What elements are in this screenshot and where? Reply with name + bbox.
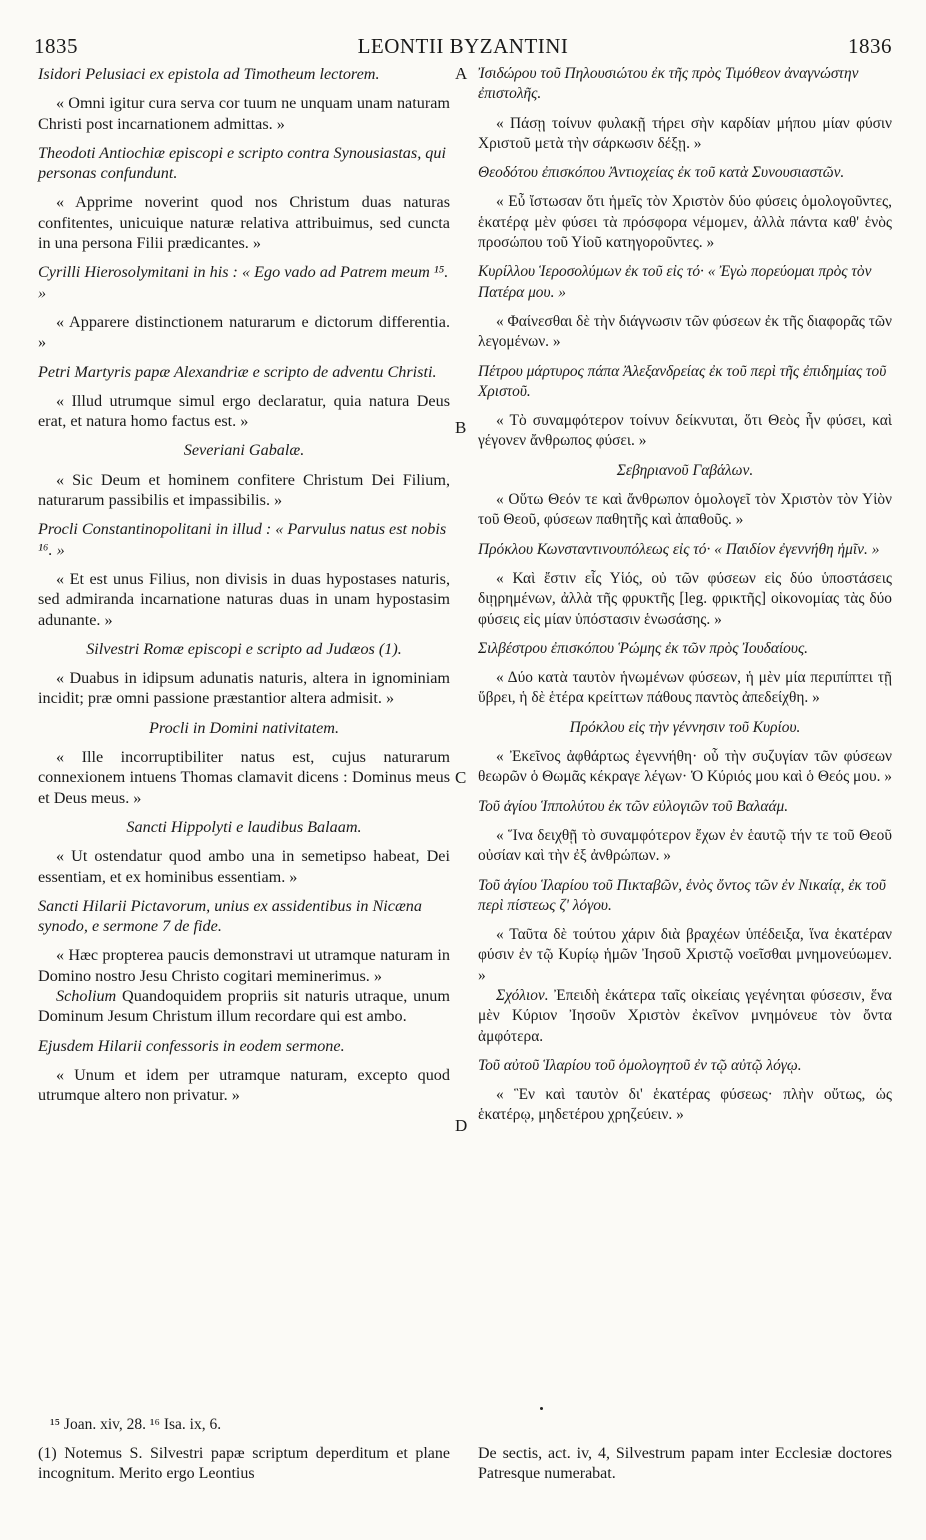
- margin-letter-b: B: [455, 418, 467, 437]
- margin-letter-c: C: [455, 768, 467, 787]
- latin-passage: « Duabus in idipsum adunatis naturis, altera in ignominiam incidit; præ omni passione præstantior altera admisit. »: [38, 669, 450, 708]
- greek-heading: Σιλβέστρου ἐπισκόπου Ῥώμης ἐκ τῶν πρὸς Ἰουδαίους.: [478, 639, 809, 657]
- latin-heading: Ejusdem Hilarii confessoris in eodem sermone.: [38, 1036, 345, 1055]
- latin-heading: Sancti Hilarii Pictavorum, unius ex assidentibus in Nicæna synodo, e sermone 7 de fide.: [38, 896, 422, 936]
- greek-passage: « Οὕτω Θεόν τε καὶ ἄνθρωπον ὁμολογεῖ τὸν Χριστὸν τὸν Υἱὸν τοῦ Θεοῦ, φύσεων παθητῆς καὶ ἀπαθοῦς. »: [478, 491, 892, 529]
- latin-passage: « Et est unus Filius, non divisis in duas hypostases naturis, sed admiranda incarnatione naturas duas in unam hypostasim adunante. »: [38, 569, 450, 629]
- greek-heading: Σεβηριανοῦ Γαβάλων.: [616, 461, 754, 479]
- bottom-note-right: De sectis, act. iv, 4, Silvestrum papam inter Ecclesiæ doctores Patresque numerabat.: [478, 1445, 892, 1482]
- greek-heading: Τοῦ ἁγίου Ἱλαρίου τοῦ Πικταβῶν, ἑνὸς ὄντος τῶν ἐν Νικαίᾳ, ἐκ τοῦ περὶ πίστεως ζ' λόγου.: [478, 876, 886, 914]
- bottom-note-left: (1) Notemus S. Silvestri papæ scriptum deperditum et plane incognitum. Merito ergo Leontius: [38, 1445, 450, 1482]
- greek-heading: Πέτρου μάρτυρος πάπα Ἀλεξανδρείας ἐκ τοῦ περὶ τῆς ἐπιδημίας τοῦ Χριστοῦ.: [478, 362, 887, 400]
- greek-heading: Ἰσιδώρου τοῦ Πηλουσιώτου ἐκ τῆς πρὸς Τιμόθεον ἀναγνώστην ἐπιστολῆς.: [478, 65, 859, 103]
- scholium-label: Σχόλιον.: [496, 986, 549, 1004]
- greek-heading: Κυρίλλου Ἱεροσολύμων ἐκ τοῦ εἰς τό· « Ἐγὼ πορεύομαι πρὸς τὸν Πατέρα μου. »: [478, 263, 872, 301]
- latin-scholium: [38, 986, 450, 1027]
- greek-heading: Πρόκλου εἰς τὴν γέννησιν τοῦ Κυρίου.: [569, 718, 801, 736]
- page-number-left: 1835: [34, 34, 78, 58]
- latin-passage: « Apparere distinctionem naturarum e dictorum differentia. »: [38, 312, 450, 352]
- scholium-text: Ἐπειδὴ ἑκάτερα ταῖς οἰκείαις γεγένηται φύσεσιν, ἕνα μὲν Κύριον Ἰησοῦν Χριστὸν ἐκεῖνον μνημόνευε τὸν ὄντα ἀμφότερα.: [478, 986, 892, 1045]
- greek-passage: « Τὸ συναμφότερον τοίνυν δείκνυται, ὅτι Θεὸς ἦν φύσει, καὶ γέγονεν ἄνθρωπος φύσει. »: [478, 412, 892, 450]
- margin-letter-a: A: [455, 64, 468, 83]
- latin-passage: « Apprime noverint quod nos Christum duas naturas confitentes, unicuique naturæ relativa attribuimus, sed cuncta in una persona Filii prædicantes. »: [38, 193, 450, 253]
- greek-scholium: [478, 986, 892, 1047]
- greek-passage: « Πάσῃ τοίνυν φυλακῇ τήρει σὴν καρδίαν μήπου μίαν φύσιν Χριστοῦ μετὰ τὴν σάρκωσιν δέξῃ. »: [478, 114, 892, 152]
- greek-heading: Τοῦ ἁγίου Ἱππολύτου ἐκ τῶν εὐλογιῶν τοῦ Βαλαάμ.: [478, 797, 789, 815]
- page-header: [34, 34, 892, 60]
- running-title: LEONTII BYZANTINI: [357, 34, 569, 58]
- greek-heading: Τοῦ αὐτοῦ Ἱλαρίου τοῦ ὁμολογητοῦ ἐν τῷ αὐτῷ λόγῳ.: [478, 1056, 802, 1074]
- greek-passage: « Ταῦτα δὲ τούτου χάριν διὰ βραχέων ὑπέδειξα, ἵνα ἑκατέραν φύσιν ἐν τῷ Κυρίῳ ἡμῶν Ἰησοῦ Χριστῷ νοεῖσθαι μνημονεύωμεν. »: [478, 926, 892, 984]
- latin-heading: Theodoti Antiochiæ episcopi e scripto contra Synousiastas, qui personas confundunt.: [38, 143, 446, 183]
- latin-passage: « Illud utrumque simul ergo declaratur, quia natura Deus erat, et natura homo factus est. »: [38, 391, 450, 431]
- greek-heading: Πρόκλου Κωνσταντινουπόλεως εἰς τό· « Παιδίον ἐγεννήθη ἡμῖν. »: [478, 540, 880, 558]
- latin-heading: Sancti Hippolyti e laudibus Balaam.: [126, 817, 362, 836]
- latin-passage: « Ut ostendatur quod ambo una in semetipso habeat, Dei essentiam, et ex hominibus essentiam. »: [38, 847, 450, 886]
- greek-column: [478, 64, 892, 1126]
- margin-letter-d: D: [455, 1116, 468, 1135]
- latin-heading: Procli Constantinopolitani in illud : « Parvulus natus est nobis ¹⁶. »: [38, 520, 447, 559]
- scholium-text: Quandoquidem propriis sit naturis utraque, unum Dominum Jesum Christum illum recordare qui est ambo.: [38, 986, 450, 1026]
- greek-passage: « Ἓν καὶ ταυτὸν δι' ἑκατέρας φύσεως· πλὴν οὔτως, ὡς ἑκατέρῳ, μηδετέρου χρηζεύειν. »: [478, 1086, 892, 1124]
- greek-heading: Θεοδότου ἐπισκόπου Ἀντιοχείας ἐκ τοῦ κατὰ Συνουσιαστῶν.: [478, 164, 845, 182]
- scholium-label: Scholium: [56, 986, 117, 1005]
- latin-heading: Cyrilli Hierosolymitani in his : « Ego vado ad Patrem meum ¹⁵. »: [38, 263, 449, 302]
- page-number-right: 1836: [848, 34, 892, 58]
- greek-passage: « Καὶ ἔστιν εἷς Υἱός, οὐ τῶν φύσεων εἰς δύο ὑποστάσεις διῃρημένων, ἀλλὰ τῆς φρυκτῆς [leg. φρικτῆς] οἰκονομίας τὰς δύο φύσεις εἰς μίαν ὑπόστασιν ἑνωσάσης. »: [478, 569, 892, 628]
- greek-passage: « Ἵνα δειχθῇ τὸ συναμφότερον ἔχων ἐν ἑαυτῷ τήν τε τοῦ Θεοῦ οὐσίαν καὶ τὴν ἐξ ἀνθρώπων. »: [478, 826, 892, 865]
- latin-passage: « Omni igitur cura serva cor tuum ne unquam unam naturam Christi post incarnationem admittas. »: [38, 94, 450, 133]
- latin-passage: « Unum et idem per utramque naturam, excepto quod utrumque altero non privatur. »: [38, 1065, 450, 1105]
- greek-passage: « Δύο κατὰ ταυτὸν ἡνωμένων φύσεων, ἡ μὲν μία περιπίπτει τῇ ὕβρει, ἡ δὲ ἑτέρα κρείττων πάθους παντὸς ἀπεδείχθη. »: [478, 669, 892, 707]
- latin-passage: « Sic Deum et hominem confitere Christum Dei Filium, naturarum passibilis et impassibilis. »: [38, 470, 450, 510]
- latin-heading: Petri Martyris papæ Alexandriæ e scripto de adventu Christi.: [38, 362, 437, 381]
- greek-passage: « Ἐκεῖνος ἀφθάρτως ἐγεννήθη· οὗ τὴν συζυγίαν τῶν φύσεων θεωρῶν ὁ Θωμᾶς κέκραγε λέγων· Ὁ Κύριός μου καὶ ὁ Θεός μου. »: [478, 748, 892, 786]
- footnotes: ¹⁵ Joan. xiv, 28. ¹⁶ Isa. ix, 6.: [50, 1416, 222, 1433]
- greek-passage: « Εὖ ἴστωσαν ὅτι ἡμεῖς τὸν Χριστὸν δύο φύσεις ὁμολογοῦντες, ἑκατέρᾳ μὲν φύσει τὰ πρόσφορα νέμομεν, ἀλλὰ πάντα καθ' ἑνὸς προσώπου τοῦ Υἱοῦ κατηγοροῦντες. »: [478, 193, 892, 252]
- latin-heading: Isidori Pelusiaci ex epistola ad Timotheum lectorem.: [38, 65, 380, 83]
- separator-dot: [540, 1407, 543, 1410]
- latin-passage: « Ille incorruptibiliter natus est, cujus naturarum connexionem intuens Thomas clamavit dicens : Dominus meus et Deus meus. »: [38, 748, 450, 807]
- latin-passage: « Hæc propterea paucis demonstravi ut utramque naturam in Domino nostro Jesu Christo cogitari meminerimus. »: [38, 946, 450, 985]
- latin-column: [38, 64, 450, 1105]
- latin-heading: Procli in Domini nativitatem.: [148, 718, 340, 737]
- latin-heading: Severiani Gabalæ.: [183, 441, 305, 460]
- latin-heading: Silvestri Romæ episcopi e scripto ad Judæos (1).: [86, 639, 402, 658]
- greek-passage: « Φαίνεσθαι δὲ τὴν διάγνωσιν τῶν φύσεων ἐκ τῆς διαφορᾶς τῶν λεγομένων. »: [478, 312, 892, 351]
